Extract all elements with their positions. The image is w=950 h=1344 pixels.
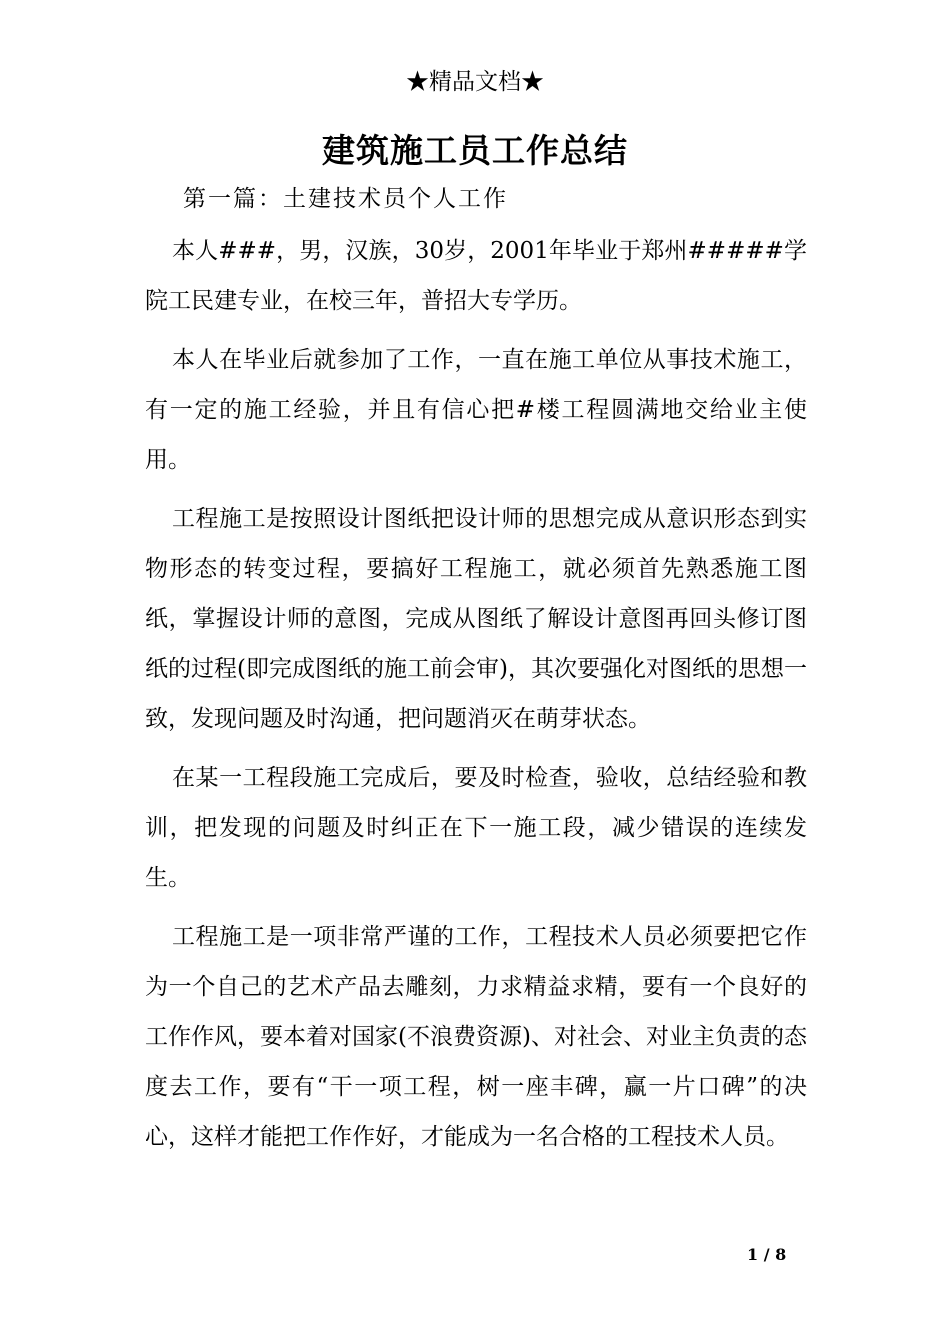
header-quality-mark: ★精品文档★ (406, 69, 544, 95)
paragraph: 工程施工是按照设计图纸把设计师的思想完成从意识形态到实物形态的转变过程，要搞好工程施工，就必须首先熟悉施工图纸，掌握设计师的意图，完成从图纸了解设计意图再回头修订图纸的过程(即完成图纸的施工前会审)，其次要强化对图纸的思想一致，发现问题及时沟通，把问题消灭在萌芽状态。 (145, 506, 807, 732)
page-number: 1 / 8 (747, 1245, 787, 1264)
document-body (145, 226, 807, 1171)
section-title: 第一篇：土建技术员个人工作 (183, 186, 508, 212)
document-title: 建筑施工员工作总结 (322, 131, 628, 170)
paragraph: 在某一工程段施工完成后，要及时检查，验收，总结经验和教训，把发现的问题及时纠正在下一施工段，减少错误的连续发生。 (145, 765, 807, 891)
paragraph: 工程施工是一项非常严谨的工作，工程技术人员必须要把它作为一个自己的艺术产品去雕刻，力求精益求精，要有一个良好的工作作风，要本着对国家(不浪费资源)、对社会、对业主负责的态度去工作，要有“干一项工程，树一座丰碑，赢一片口碑”的决心，这样才能把工作作好，才能成为一名合格的工程技术人员。 (145, 924, 807, 1150)
paragraph: 本人###，男，汉族，30岁，2001年毕业于郑州#####学院工民建专业，在校三年，普招大专学历。 (145, 238, 807, 314)
paragraph: 本人在毕业后就参加了工作，一直在施工单位从事技术施工，有一定的施工经验，并且有信心把#楼工程圆满地交给业主使用。 (145, 347, 807, 473)
